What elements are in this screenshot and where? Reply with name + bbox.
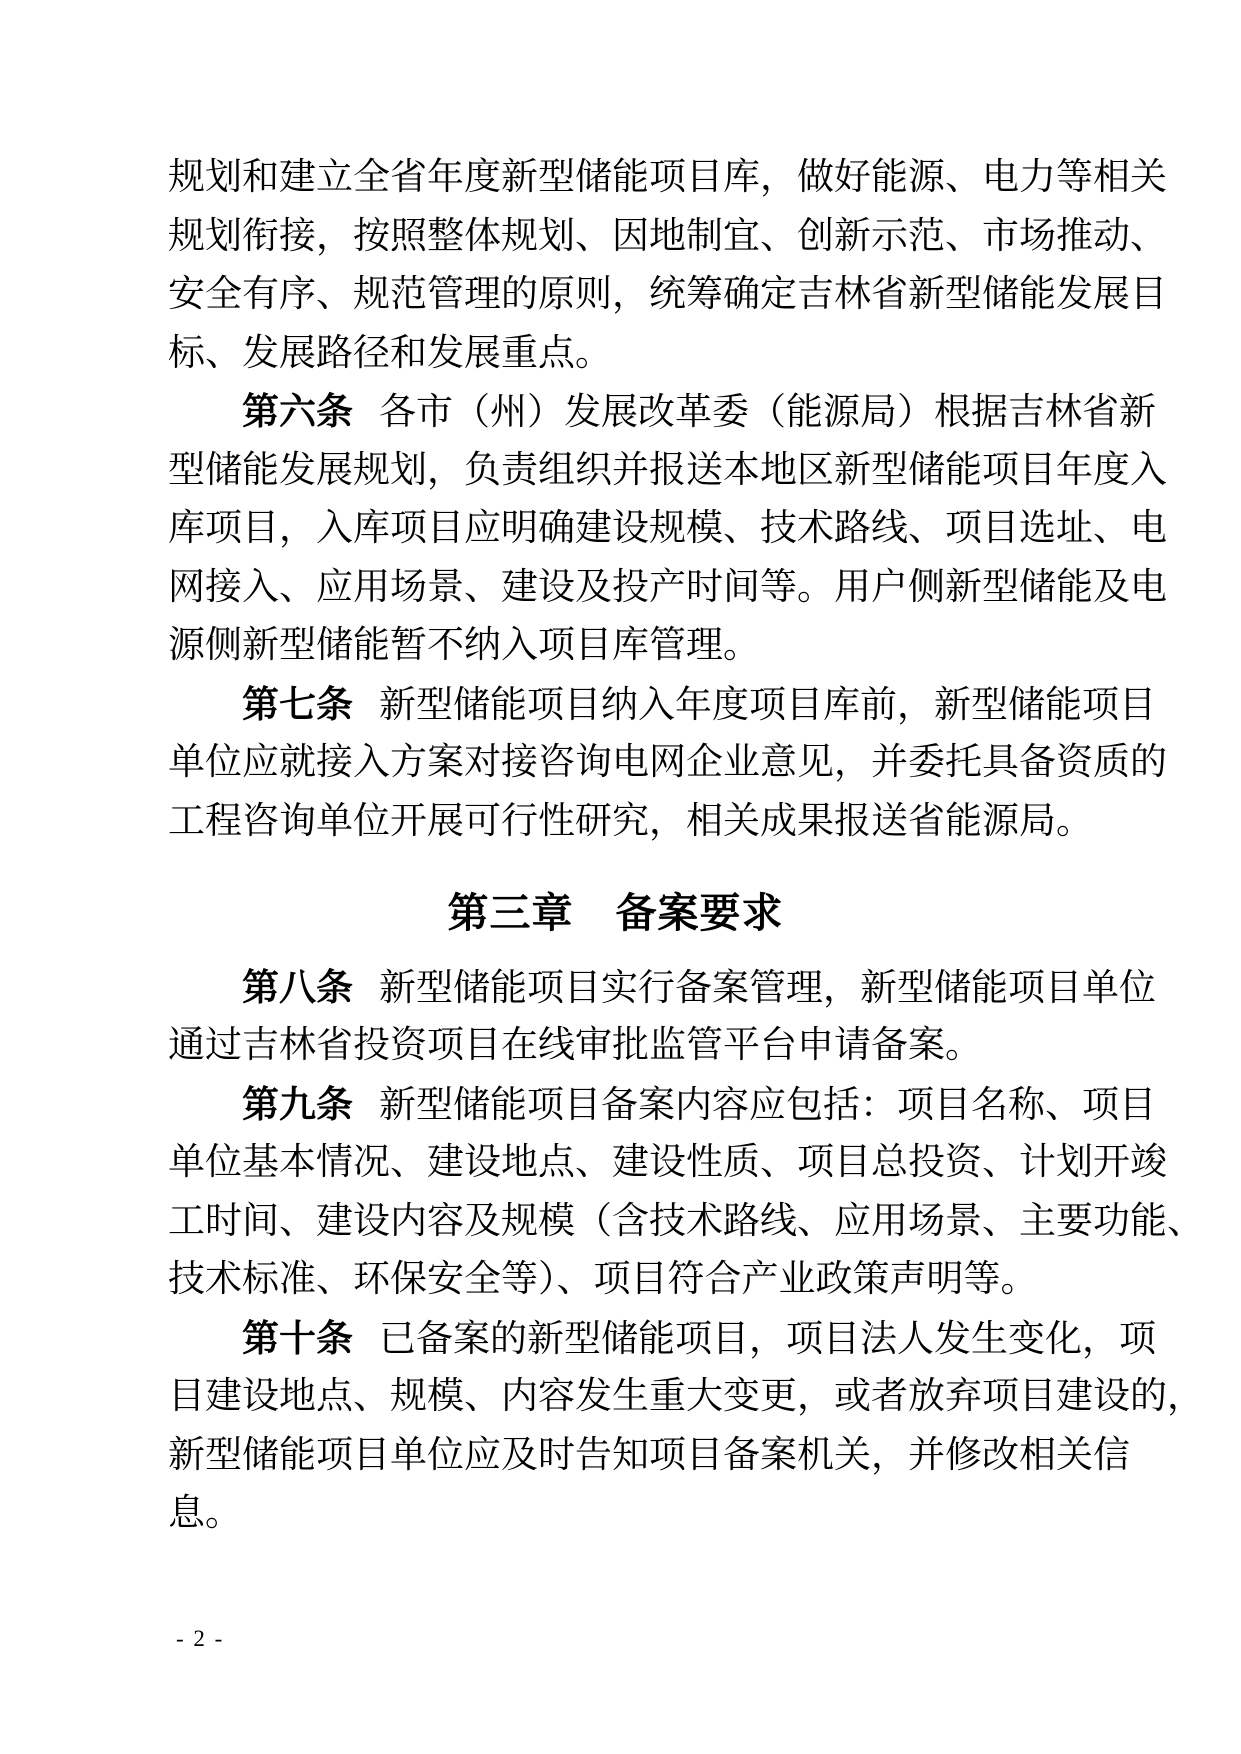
text-line: 息。 <box>168 1493 242 1534</box>
document-body <box>168 149 1204 1544</box>
text-line: 库项目，入库项目应明确建设规模、技术路线、项目选址、电 <box>168 508 1167 549</box>
text-line: 技术标准、环保安全等）、项目符合产业政策声明等。 <box>168 1259 1038 1300</box>
article-9-label: 第九条 <box>242 1083 353 1125</box>
paragraph-article-10 <box>168 1310 1204 1544</box>
text-line: 规划和建立全省年度新型储能项目库，做好能源、电力等相关 <box>168 157 1167 198</box>
article-10-label: 第十条 <box>242 1317 353 1359</box>
text-line: 通过吉林省投资项目在线审批监管平台申请备案。 <box>168 1025 982 1066</box>
paragraph-intro <box>168 149 1167 383</box>
paragraph-article-7 <box>168 676 1167 852</box>
paragraph-article-6 <box>168 383 1167 676</box>
text-line <box>168 383 1156 442</box>
text-line: 工程咨询单位开展可行性研究，相关成果报送省能源局。 <box>168 800 1093 842</box>
text-line <box>168 1076 1156 1135</box>
paragraph-article-8 <box>168 959 1156 1076</box>
article-6-text: 各市（州）发展改革委（能源局）根据吉林省新 <box>379 392 1156 433</box>
page-number: - 2 - <box>176 1626 225 1651</box>
text-line <box>168 676 1156 735</box>
chapter-heading: 第三章 备案要求 <box>447 890 784 936</box>
text-line <box>168 959 1156 1018</box>
article-6-label: 第六条 <box>242 391 353 432</box>
text-line: 型储能发展规划，负责组织并报送本地区新型储能项目年度入 <box>168 449 1167 491</box>
text-line: 规划衔接，按照整体规划、因地制宜、创新示范、市场推动、 <box>168 215 1167 257</box>
article-7-label: 第七条 <box>242 683 353 725</box>
article-8-text: 新型储能项目实行备案管理，新型储能项目单位 <box>379 967 1156 1009</box>
article-7-text: 新型储能项目纳入年度项目库前，新型储能项目 <box>379 684 1156 726</box>
text-line: 目建设地点、规模、内容发生重大变更，或者放弃项目建设的， <box>168 1376 1204 1417</box>
text-line: 源侧新型储能暂不纳入项目库管理。 <box>168 625 760 666</box>
text-line: 单位应就接入方案对接咨询电网企业意见，并委托具备资质的 <box>168 742 1167 783</box>
text-line: 网接入、应用场景、建设及投产时间等。用户侧新型储能及电 <box>168 566 1167 608</box>
text-line <box>168 1310 1156 1369</box>
article-9-text: 新型储能项目备案内容应包括：项目名称、项目 <box>379 1084 1156 1126</box>
text-line: 单位基本情况、建设地点、建设性质、项目总投资、计划开竣 <box>168 1142 1167 1183</box>
article-8-label: 第八条 <box>242 966 353 1008</box>
text-line: 新型储能项目单位应及时告知项目备案机关，并修改相关信 <box>168 1434 1130 1476</box>
article-10-text: 已备案的新型储能项目，项目法人发生变化，项 <box>379 1318 1156 1360</box>
text-line: 工时间、建设内容及规模（含技术路线、应用场景、主要功能、 <box>168 1200 1204 1242</box>
text-line: 标、发展路径和发展重点。 <box>168 332 612 374</box>
text-line: 安全有序、规范管理的原则，统筹确定吉林省新型储能发展目 <box>168 274 1167 315</box>
paragraph-article-9 <box>168 1076 1204 1310</box>
